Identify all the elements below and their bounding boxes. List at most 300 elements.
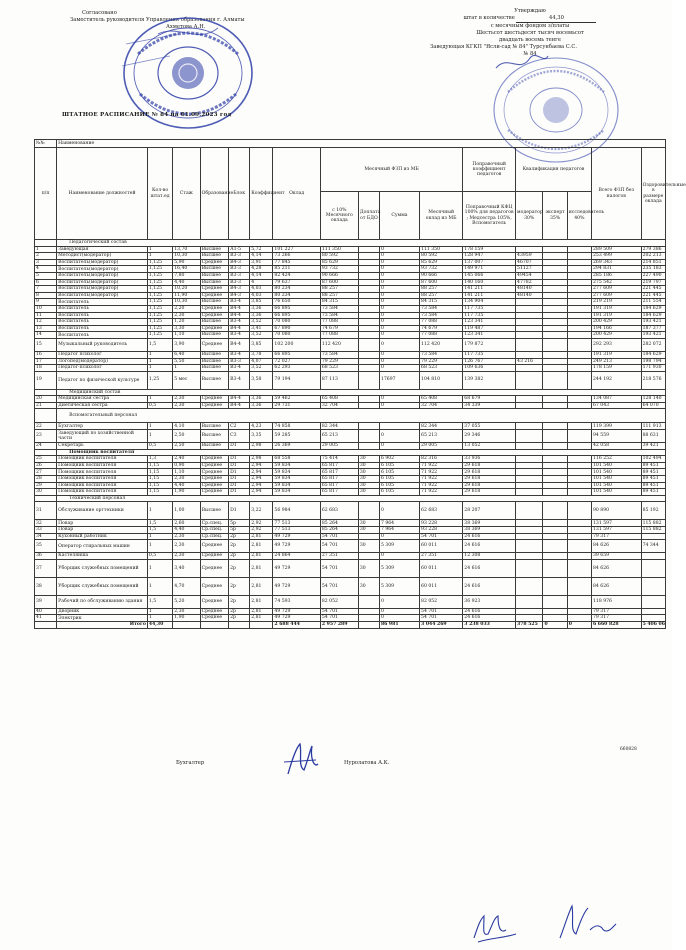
- cell-stazh: 3,90: [173, 338, 200, 351]
- cell-sum: 6 105: [379, 462, 419, 469]
- cell-monthly: 71 922: [420, 489, 463, 496]
- cell-monthly: 77 088: [420, 319, 463, 326]
- cell-coef: 2,81: [250, 559, 273, 577]
- cell-researcher: [567, 615, 591, 622]
- cell-num: 20: [35, 396, 57, 403]
- cell-monthly: 84 315: [420, 299, 463, 306]
- agreed-name: Ахметова А.Н.: [166, 24, 206, 30]
- cell-num: 38: [35, 577, 57, 595]
- table-row: [35, 402, 666, 409]
- cell-researcher: [567, 371, 591, 389]
- cell-num: 1: [35, 246, 57, 253]
- cell-salary: 49 729: [273, 608, 320, 615]
- cell-monthly: 60 011: [420, 540, 463, 553]
- cell-stazh: 6,40: [173, 351, 200, 358]
- table-row: [35, 338, 666, 351]
- cell-monthly: 93 228: [420, 520, 463, 527]
- cell-sum: 0: [379, 365, 419, 372]
- cell-pct10: 27 351: [320, 553, 358, 560]
- cell-salary: 85 211: [273, 266, 320, 273]
- cell-sum: 0: [379, 502, 419, 520]
- cell-num: 31: [35, 502, 57, 520]
- cell-stazh: 11,90: [173, 292, 200, 299]
- cell-qty: 1: [147, 533, 172, 540]
- total-total: 6 660 828: [591, 621, 641, 628]
- cell-num: 19: [35, 371, 57, 389]
- cell-researcher: [567, 553, 591, 560]
- cell-stazh: 4,40: [173, 279, 200, 286]
- cell-bdo: [358, 259, 379, 266]
- cell-qty: 1: [147, 246, 172, 253]
- cell-moderator: 43959: [516, 253, 543, 260]
- cell-corr: 29 618: [463, 489, 516, 496]
- cell-sum: 0: [379, 253, 419, 260]
- cell-block: 2р: [229, 615, 250, 622]
- cell-sum: 0: [379, 286, 419, 293]
- cell-monthly: 93 732: [420, 266, 463, 273]
- cell-edu: Среднее: [200, 476, 228, 483]
- cell-coef: 4,03: [250, 286, 273, 293]
- cell-expert: [543, 358, 567, 365]
- cell-qty: 1: [147, 577, 172, 595]
- cell-pct10: 77 088: [320, 332, 358, 339]
- cell-name: Логопед(модератор): [57, 358, 148, 365]
- cell-health: 89 451: [641, 476, 665, 483]
- cell-edu: Среднее: [200, 402, 228, 409]
- cell-corr: 28 207: [463, 502, 516, 520]
- cell-health: [641, 595, 665, 608]
- cell-block: 2р: [229, 540, 250, 553]
- cell-sum: 0: [379, 351, 419, 358]
- cell-health: 85 192: [641, 502, 665, 520]
- cell-sum: 5 309: [379, 540, 419, 553]
- cell-block: В4-4: [229, 396, 250, 403]
- cell-health: 279 386: [641, 246, 665, 253]
- cell-salary: 59 834: [273, 469, 320, 476]
- cell-block: В4-4: [229, 325, 250, 332]
- section-label-ped: Педагогический состав: [57, 240, 666, 247]
- cell-corr: 24 616: [463, 577, 516, 595]
- cell-num: 28: [35, 476, 57, 483]
- cell-sum: 6 105: [379, 469, 419, 476]
- total-empty: [358, 621, 379, 628]
- cell-salary: 70 080: [273, 332, 320, 339]
- cell-coef: 2,94: [250, 476, 273, 483]
- cell-salary: 70 080: [273, 319, 320, 326]
- cell-health: 89 451: [641, 469, 665, 476]
- cell-pct10: 77 088: [320, 319, 358, 326]
- cell-researcher: [567, 577, 591, 595]
- cell-block: D1: [229, 476, 250, 483]
- cell-name: Помощник воспитателя: [57, 469, 148, 476]
- cell-salary: 49 729: [273, 533, 320, 540]
- cell-health: 184 629: [641, 312, 665, 319]
- cell-name: Повар: [57, 520, 148, 527]
- cell-block: D1: [229, 489, 250, 496]
- cell-monthly: 71 922: [420, 462, 463, 469]
- cell-salary: 77 513: [273, 520, 320, 527]
- cell-total: 101 540: [591, 482, 641, 489]
- cell-pct10: 54 701: [320, 559, 358, 577]
- cell-researcher: [567, 338, 591, 351]
- cell-moderator: [516, 502, 543, 520]
- cell-corr: 128 947: [463, 253, 516, 260]
- cell-expert: [543, 423, 567, 430]
- cell-expert: [543, 559, 567, 577]
- total-empty: [173, 621, 200, 628]
- cell-salary: 77 845: [273, 259, 320, 266]
- cell-num: 40: [35, 608, 57, 615]
- cell-bdo: 30: [358, 540, 379, 553]
- table-row: [35, 319, 666, 326]
- cell-moderator: [516, 319, 543, 326]
- cell-coef: 3,36: [250, 305, 273, 312]
- table-row: [35, 462, 666, 469]
- cell-edu: Высшее: [200, 266, 228, 273]
- cell-bdo: [358, 246, 379, 253]
- cell-pct10: 112 420: [320, 338, 358, 351]
- accountant-signature: [282, 740, 322, 780]
- cell-block: В4-4: [229, 338, 250, 351]
- col-health: Оздоровительные в размере оклада: [641, 148, 665, 240]
- cell-qty: 1,15: [147, 476, 172, 483]
- cell-health: 235 183: [641, 266, 665, 273]
- cell-qty: 1,3: [147, 456, 172, 463]
- cell-moderator: [516, 332, 543, 339]
- cell-pct10: 90 666: [320, 272, 358, 279]
- cell-name: Педагог-психолог: [57, 365, 148, 372]
- cell-total: 101 540: [591, 469, 641, 476]
- total-health: 5 406 06: [642, 622, 665, 628]
- cell-qty: 1,5: [147, 595, 172, 608]
- cell-sum: 7 964: [379, 520, 419, 527]
- cell-name: Помощник воспитателя: [57, 489, 148, 496]
- head-label: Заведующая КГКП "Ясли-сад № 84": [430, 44, 528, 50]
- cell-qty: 1,5: [147, 520, 172, 527]
- cell-monthly: 68 523: [420, 365, 463, 372]
- cell-expert: [543, 402, 567, 409]
- cell-qty: 0,5: [147, 443, 172, 450]
- cell-coef: 4,14: [250, 253, 273, 260]
- cell-sum: 7 964: [379, 527, 419, 534]
- cell-expert: [543, 286, 567, 293]
- cell-pct10: 65 408: [320, 396, 358, 403]
- cell-health: 64 070: [641, 402, 665, 409]
- cell-coef: 3,78: [250, 351, 273, 358]
- cell-researcher: [567, 430, 591, 443]
- cell-block: В3-3: [229, 266, 250, 273]
- cell-total: 277 609: [591, 286, 641, 293]
- table-row: [35, 325, 666, 332]
- cell-moderator: [516, 338, 543, 351]
- cell-monthly: 60 011: [420, 559, 463, 577]
- cell-sum: 0: [379, 266, 419, 273]
- table-row: [35, 608, 666, 615]
- cell-researcher: [567, 533, 591, 540]
- cell-expert: [543, 305, 567, 312]
- col-block: Блок: [229, 148, 250, 240]
- section-num-cell: [35, 389, 57, 396]
- cell-name: Музыкальный руководитель: [57, 338, 148, 351]
- section-row-ped: [35, 240, 666, 247]
- cell-total: 289 509: [591, 246, 641, 253]
- table-row: [35, 482, 666, 489]
- cell-block: В4-4: [229, 402, 250, 409]
- cell-name: Рабочий по обслуживанию здания: [57, 595, 148, 608]
- cell-coef: 2,81: [250, 615, 273, 622]
- cell-edu: Высшее: [200, 253, 228, 260]
- cell-total: 219 219: [591, 299, 641, 306]
- cell-stazh: 1,90: [173, 615, 200, 622]
- cell-pct10: 54 701: [320, 577, 358, 595]
- cell-health: 115 882: [641, 527, 665, 534]
- cell-coef: 4,14: [250, 272, 273, 279]
- cell-num: 4: [35, 266, 57, 273]
- cell-total: 191 319: [591, 305, 641, 312]
- cell-bdo: [358, 396, 379, 403]
- table-row: [35, 312, 666, 319]
- section-num-cell: [35, 495, 57, 502]
- cell-salary: 49 729: [273, 559, 320, 577]
- cell-qty: 1: [147, 559, 172, 577]
- cell-monthly: 82 316: [420, 456, 463, 463]
- cell-edu: Среднее: [200, 553, 228, 560]
- cell-stazh: 3,30: [173, 325, 200, 332]
- cell-moderator: [516, 553, 543, 560]
- cell-sum: 0: [379, 312, 419, 319]
- cell-expert: [543, 553, 567, 560]
- cell-salary: 82 424: [273, 272, 320, 279]
- col-num: №№: [35, 140, 57, 148]
- cell-total: 39 659: [591, 553, 641, 560]
- cell-bdo: [358, 338, 379, 351]
- cell-qty: 1,15: [147, 489, 172, 496]
- cell-edu: Высшее: [200, 502, 228, 520]
- cell-moderator: 43 216: [516, 358, 543, 365]
- cell-pct10: 65 817: [320, 489, 358, 496]
- cell-sum: 0: [379, 259, 419, 266]
- cell-coef: 2,81: [250, 533, 273, 540]
- cell-name: Воспитатель: [57, 325, 148, 332]
- section-label-aux: Вспомогательный персонал: [57, 409, 666, 423]
- cell-expert: [543, 351, 567, 358]
- cell-pct10: 88 257: [320, 292, 358, 299]
- cell-bdo: [358, 351, 379, 358]
- total-empty: [229, 621, 250, 628]
- cell-researcher: [567, 286, 591, 293]
- cell-coef: 3,52: [250, 319, 273, 326]
- cell-moderator: [516, 443, 543, 450]
- cell-expert: [543, 319, 567, 326]
- table-row: [35, 443, 666, 450]
- cell-name: Воспитатель(модератор): [57, 272, 148, 279]
- cell-block: В3-4: [229, 332, 250, 339]
- cell-bdo: [358, 595, 379, 608]
- cell-corr: 149 971: [463, 266, 516, 273]
- cell-stazh: 2,30: [173, 608, 200, 615]
- cell-corr: 36 923: [463, 595, 516, 608]
- cell-stazh: 5 мес: [173, 371, 200, 389]
- section-row-med: [35, 389, 666, 396]
- cell-qty: 1,125: [147, 279, 172, 286]
- cell-qty: 1: [147, 351, 172, 358]
- cell-researcher: [567, 520, 591, 527]
- staff-count-value: 44,30: [516, 15, 596, 23]
- cell-edu: Среднее: [200, 286, 228, 293]
- table-row: [35, 332, 666, 339]
- cell-researcher: [567, 443, 591, 450]
- total-label: Итого: [57, 621, 148, 628]
- cell-edu: Среднее: [200, 456, 228, 463]
- cell-qty: 1,125: [147, 266, 172, 273]
- cell-health: 102 494: [641, 456, 665, 463]
- cell-stazh: 1,10: [173, 332, 200, 339]
- cell-salary: 76 650: [273, 299, 320, 306]
- cell-bdo: 30: [358, 476, 379, 483]
- cell-corr: 109 636: [463, 365, 516, 372]
- cell-corr: 38 369: [463, 520, 516, 527]
- cell-bdo: [358, 358, 379, 365]
- cell-name: Повар: [57, 527, 148, 534]
- cell-block: 2р: [229, 533, 250, 540]
- cell-bdo: [358, 319, 379, 326]
- table-row: [35, 246, 666, 253]
- cell-coef: 3,85: [250, 299, 273, 306]
- cell-moderator: 46707: [516, 259, 543, 266]
- cell-total: 191 319: [591, 312, 641, 319]
- accountant-name: Нуролатова А.К.: [344, 760, 390, 766]
- table-row: [35, 351, 666, 358]
- cell-edu: Высшее: [200, 332, 228, 339]
- cell-bdo: 30: [358, 462, 379, 469]
- cell-block: В3-4: [229, 371, 250, 389]
- cell-edu: Ср.спец.: [200, 520, 228, 527]
- cell-edu: Ср.спец.: [200, 527, 228, 534]
- cell-block: 2р: [229, 577, 250, 595]
- cell-total: 79 317: [591, 615, 641, 622]
- table-row: [35, 456, 666, 463]
- cell-sum: 6 105: [379, 482, 419, 489]
- cell-stazh: 4,70: [173, 577, 200, 595]
- cell-coef: 2,92: [250, 527, 273, 534]
- cell-name: Воспитатель(модератор): [57, 266, 148, 273]
- cell-researcher: [567, 476, 591, 483]
- cell-corr: 38 369: [463, 527, 516, 534]
- cell-total: 285 186: [591, 272, 641, 279]
- cell-qty: 1,15: [147, 482, 172, 489]
- cell-qty: 1,125: [147, 259, 172, 266]
- fund-words-line-2: двадцать восемь тенге: [499, 37, 561, 43]
- cell-expert: [543, 246, 567, 253]
- cell-coef: 4,28: [250, 266, 273, 273]
- cell-pct10: 54 701: [320, 533, 358, 540]
- table-row: [35, 520, 666, 527]
- cell-num: 23: [35, 430, 57, 443]
- cell-corr: 24 616: [463, 615, 516, 622]
- cell-moderator: [516, 615, 543, 622]
- cell-coef: 2,81: [250, 595, 273, 608]
- cell-moderator: [516, 246, 543, 253]
- cell-moderator: [516, 365, 543, 372]
- cell-coef: 3,91: [250, 259, 273, 266]
- cell-qty: 1: [147, 540, 172, 553]
- cell-block: В4-4: [229, 305, 250, 312]
- cell-pct10: 29 005: [320, 443, 358, 450]
- cell-stazh: 4,40: [173, 482, 200, 489]
- cell-moderator: 51127: [516, 266, 543, 273]
- cell-pct10: 73 584: [320, 312, 358, 319]
- cell-edu: Высшее: [200, 279, 228, 286]
- staff-count-label: штат в количестве: [463, 15, 515, 21]
- cell-coef: 2,94: [250, 469, 273, 476]
- cell-moderator: [516, 312, 543, 319]
- cell-total: 42 058: [591, 443, 641, 450]
- cell-corr: 24 616: [463, 540, 516, 553]
- cell-corr: 178 159: [463, 246, 516, 253]
- cell-total: 191 319: [591, 351, 641, 358]
- cell-monthly: 112 420: [420, 338, 463, 351]
- cell-expert: [543, 462, 567, 469]
- cell-sum: 0: [379, 299, 419, 306]
- head-name: Турсунбаева С.С.: [529, 44, 578, 50]
- cell-coef: 2,98: [250, 456, 273, 463]
- table-row: [35, 358, 666, 365]
- cell-qty: 1,125: [147, 332, 172, 339]
- cell-expert: [543, 615, 567, 622]
- cell-qty: 1,125: [147, 272, 172, 279]
- cell-edu: Высшее: [200, 319, 228, 326]
- cell-health: 198 794: [641, 358, 665, 365]
- cell-name: Дворник: [57, 608, 148, 615]
- cell-stazh: 2,20: [173, 305, 200, 312]
- cell-salary: 68 558: [273, 456, 320, 463]
- cell-block: D1: [229, 469, 250, 476]
- cell-salary: 59 834: [273, 482, 320, 489]
- cell-total: 101 540: [591, 489, 641, 496]
- cell-bdo: 30: [358, 482, 379, 489]
- table-row: [35, 259, 666, 266]
- cell-monthly: 71 922: [420, 476, 463, 483]
- cell-researcher: [567, 402, 591, 409]
- cell-monthly: 104 810: [420, 371, 463, 389]
- cell-coef: 2,94: [250, 482, 273, 489]
- cell-name: Помощник воспитателя: [57, 462, 148, 469]
- cell-num: 33: [35, 527, 57, 534]
- cell-expert: [543, 482, 567, 489]
- cell-expert: [543, 443, 567, 450]
- cell-pct10: 82 344: [320, 423, 358, 430]
- cell-stazh: 2,50: [173, 443, 200, 450]
- cell-num: 9: [35, 299, 57, 306]
- cell-total: 292 293: [591, 338, 641, 351]
- table-row: [35, 577, 666, 595]
- cell-salary: 59 285: [273, 430, 320, 443]
- cell-coef: 5,72: [250, 246, 273, 253]
- cell-coef: 2,92: [250, 520, 273, 527]
- cell-health: [641, 559, 665, 577]
- col-expert: эксперт 35%: [543, 192, 567, 240]
- cell-monthly: 27 351: [420, 553, 463, 560]
- cell-name: Помощник воспитателя: [57, 482, 148, 489]
- cell-salary: 73 266: [273, 253, 320, 260]
- cell-block: 2р: [229, 608, 250, 615]
- cell-qty: 1: [147, 423, 172, 430]
- cell-researcher: [567, 312, 591, 319]
- cell-stazh: 2,30: [173, 402, 200, 409]
- cell-corr: 37 055: [463, 423, 516, 430]
- total-empty: [35, 621, 57, 628]
- cell-moderator: [516, 351, 543, 358]
